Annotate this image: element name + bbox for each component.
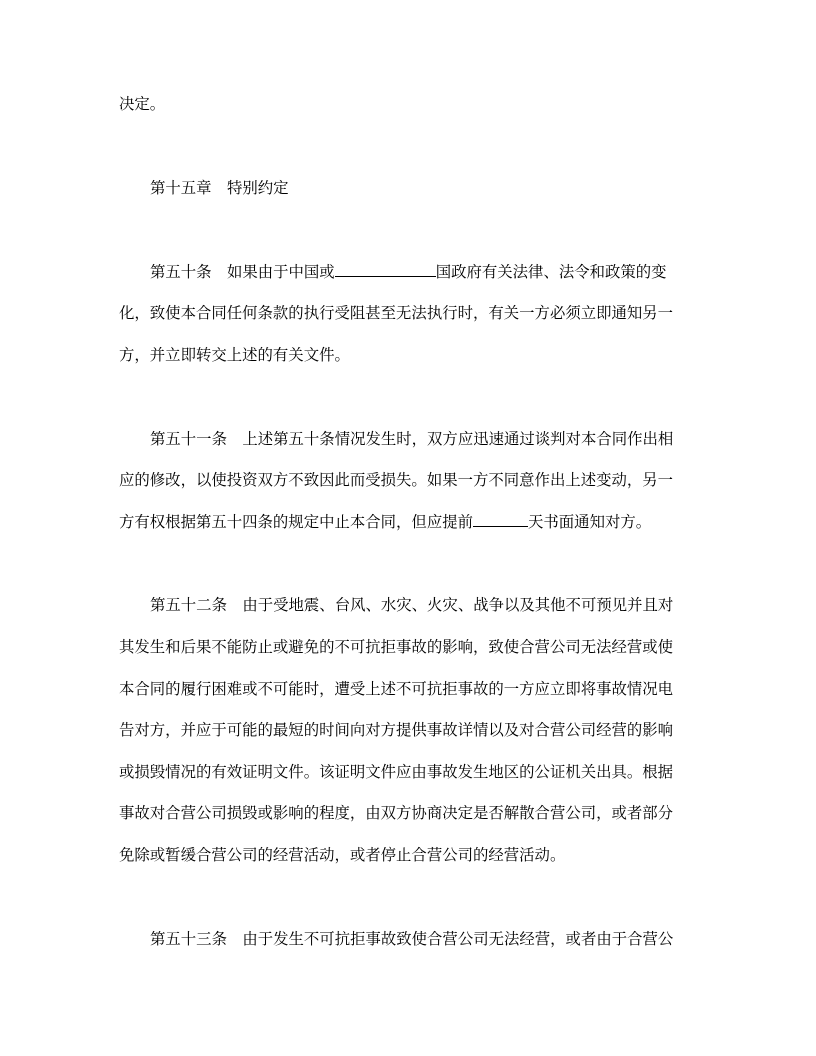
article-52-line-5: 或损毁情况的有效证明文件。该证明文件应由事故发生地区的公证机关出具。根据 (119, 763, 674, 781)
chapter-heading: 第十五章 特别约定 (150, 179, 289, 197)
article-51-text-a: 方有权根据第五十四条的规定中止本合同，但应提前 (119, 513, 473, 531)
article-52-line-4: 告对方，并应于可能的最短的时间向对方提供事故详情以及对合营公司经营的影响 (119, 721, 674, 739)
article-51-text-b: 天书面通知对方。 (528, 513, 652, 531)
article-53-line-1: 第五十三条 由于发生不可抗拒事故致使合营公司无法经营，或者由于合营公 (150, 930, 674, 948)
article-52-line-7: 免除或暂缓合营公司的经营活动，或者停止合营公司的经营活动。 (119, 846, 566, 864)
article-51-line-1: 第五十一条 上述第五十条情况发生时，双方应迅速通过谈判对本合同作出相 (150, 430, 674, 448)
article-51-line-2: 应的修改，以使投资双方不致因此而受损失。如果一方不同意作出上述变动，另一 (119, 471, 674, 489)
article-52-line-2: 其发生和后果不能防止或避免的不可抗拒事故的影响，致使合营公司无法经营或使 (119, 638, 674, 656)
article-52-line-1: 第五十二条 由于受地震、台风、水灾、火灾、战争以及其他不可预见并且对 (150, 596, 674, 614)
article-50-line-2: 化，致使本合同任何条款的执行受阻甚至无法执行时，有关一方必须立即通知另一 (119, 304, 674, 322)
article-50-text-a: 第五十条 如果由于中国或 (150, 263, 335, 281)
article-50-text-b: 国政府有关法律、法令和政策的变 (435, 263, 667, 281)
days-blank-field[interactable] (473, 512, 528, 527)
article-52-line-6: 事故对合营公司损毁或影响的程度，由双方协商决定是否解散合营公司，或者部分 (119, 804, 674, 822)
article-50-line-1 (150, 261, 699, 283)
article-52-line-3: 本合同的履行困难或不可能时，遭受上述不可抗拒事故的一方应立即将事故情况电 (119, 680, 674, 698)
article-51-line-3 (119, 511, 699, 533)
country-blank-field[interactable] (335, 262, 436, 277)
paragraph-line: 决定。 (119, 95, 166, 113)
article-50-line-3: 方，并立即转交上述的有关文件。 (119, 346, 350, 364)
